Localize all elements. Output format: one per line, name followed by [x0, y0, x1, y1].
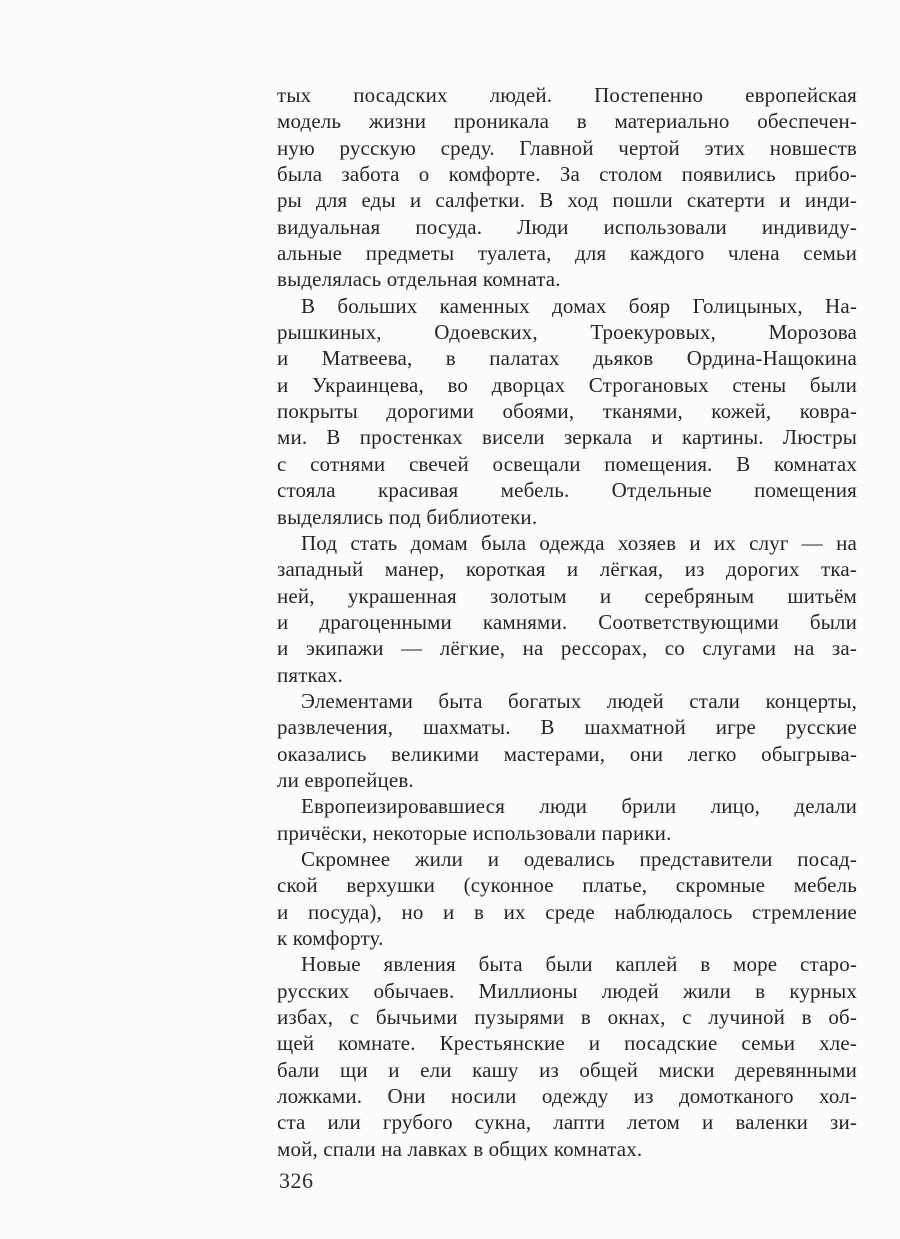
text-line: ской верхушки (суконное платье, скромные мебель	[277, 873, 857, 898]
text-line: к комфорту.	[277, 926, 384, 950]
text-line: была забота о комфорте. За столом появились прибо-	[277, 162, 857, 187]
text-line: тых посадских людей. Постепенно европейская	[277, 83, 857, 107]
text-line: ми. В простенках висели зеркала и картины. Люстры	[277, 425, 857, 450]
text-block	[277, 82, 857, 1162]
text-line: видуальная посуда. Люди использовали индивиду-	[277, 214, 857, 239]
text-line: Под стать домам была одежда хозяев и их слуг — на	[301, 530, 857, 555]
text-line: выделялись под библиотеки.	[277, 504, 538, 529]
text-line: выделялась отдельная комната.	[277, 267, 561, 292]
text-line: и Матвеева, в палатах дьяков Ордина-Нащокина	[277, 346, 857, 371]
text-line: причёски, некоторые использовали парики.	[277, 820, 672, 845]
text-line: рышкиных, Одоевских, Троекуровых, Морозова	[277, 320, 857, 345]
paragraph	[277, 293, 857, 530]
paragraph	[277, 82, 857, 293]
text-line: Новые явления быта были каплей в море старо-	[301, 952, 857, 977]
text-line: ста или грубого сукна, лапти летом и валенки зи-	[277, 1110, 857, 1135]
text-line: с сотнями свечей освещали помещения. В комнатах	[277, 451, 857, 476]
text-line: западный манер, короткая и лёгкая, из дорогих тка-	[277, 557, 857, 582]
text-line: ней, украшенная золотым и серебряным шитьём	[277, 583, 857, 608]
text-line: стояла красивая мебель. Отдельные помещения	[277, 478, 857, 503]
text-line: и посуда), но и в их среде наблюдалось стремление	[277, 899, 857, 924]
text-line: и Украинцева, во дворцах Строгановых стены были	[277, 372, 857, 397]
text-line: пятках.	[277, 662, 344, 687]
text-line: щей комнате. Крестьянские и посадские семьи хле-	[277, 1031, 857, 1056]
text-line: и драгоценными камнями. Соответствующими были	[277, 609, 857, 634]
text-line: альные предметы туалета, для каждого члена семьи	[277, 241, 857, 266]
text-line: ную русскую среду. Главной чертой этих новшеств	[277, 135, 857, 160]
text-line: избах, с бычьими пузырями в окнах, с лучиной в об-	[277, 1005, 857, 1030]
text-line: Элементами быта богатых людей стали концерты,	[301, 688, 857, 713]
text-line: развлечения, шахматы. В шахматной игре русские	[277, 715, 857, 740]
text-line: ры для еды и салфетки. В ход пошли скатерти и инди-	[277, 188, 857, 213]
text-line: ли европейцев.	[277, 767, 414, 792]
paragraph	[277, 688, 857, 793]
text-line: бали щи и ели кашу из общей миски деревянными	[277, 1057, 857, 1082]
text-line: русских обычаев. Миллионы людей жили в курных	[277, 978, 857, 1003]
paragraph	[277, 951, 857, 1162]
paragraph	[277, 793, 857, 846]
page-number: 326	[279, 1168, 314, 1193]
text-line: и экипажи — лёгкие, на рессорах, со слугами на за-	[277, 636, 857, 661]
text-line: оказались великими мастерами, они легко обыгрыва-	[277, 741, 857, 766]
text-line: покрыты дорогими обоями, тканями, кожей, ковра-	[277, 399, 857, 424]
paragraph	[277, 530, 857, 688]
text-line: модель жизни проникала в материально обеспечен-	[277, 109, 857, 134]
text-line: Европеизировавшиеся люди брили лицо, делали	[301, 794, 857, 819]
text-line: В больших каменных домах бояр Голицыных, На-	[301, 293, 857, 318]
text-line: ложками. Они носили одежду из домотканого хол-	[277, 1084, 857, 1109]
text-line: Скромнее жили и одевались представители посад-	[301, 846, 857, 871]
text-line: мой, спали на лавках в общих комнатах.	[277, 1136, 643, 1161]
paragraph	[277, 846, 857, 951]
